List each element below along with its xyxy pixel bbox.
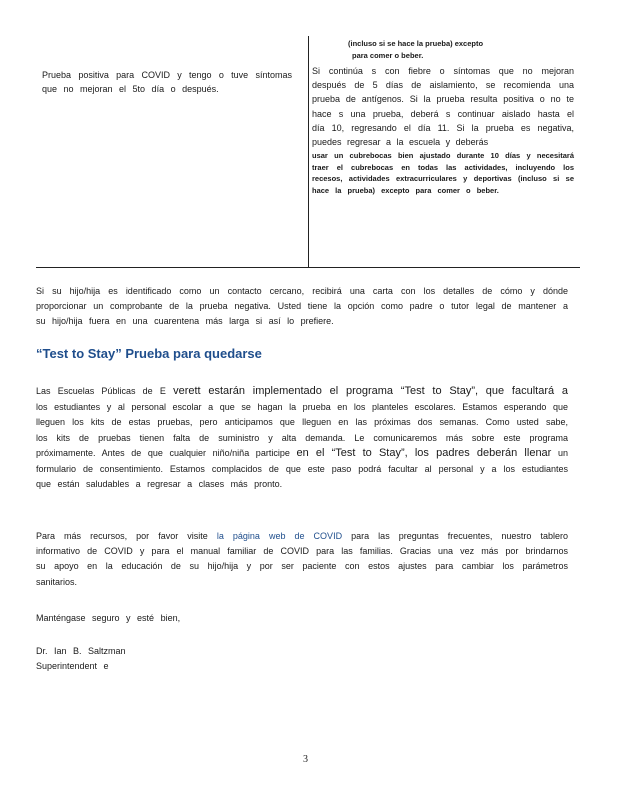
resources-paragraph bbox=[36, 529, 568, 590]
right-cell-top-line-1: (incluso si se hace la prueba) excepto bbox=[348, 39, 484, 48]
tts-text-4: en el “Test to Stay”, los padres deberán llenar bbox=[296, 447, 552, 459]
resources-text-1: Para más recursos, por favor visite bbox=[36, 531, 208, 541]
closing-line: Manténgase seguro y esté bien, bbox=[36, 613, 181, 623]
table-bottom-border bbox=[36, 267, 580, 268]
table-column-divider bbox=[308, 36, 309, 268]
signer-name: Dr. Ian B. Saltzman bbox=[36, 646, 126, 656]
test-to-stay-heading: “Test to Stay” Prueba para quedarse bbox=[36, 346, 262, 361]
right-cell-top-line-2: para comer o beber. bbox=[352, 50, 424, 60]
page-number: 3 bbox=[303, 754, 308, 765]
resources-text-2: para las preguntas frecuentes, nuestro tablero informativo de COVID y para el manual familiar de COVID para las familias. Gracias una vez más por brindarnos su apoyo en la educación de su hijo/hija y por ser paciente con estos ajustes para cambiar los parámetros sanitarios. bbox=[36, 531, 568, 587]
tts-text-2: verett estarán implementado el programa “Test to Stay”, que facultará a bbox=[173, 385, 568, 397]
covid-webpage-link[interactable]: la página web de COVID bbox=[216, 531, 343, 541]
test-to-stay-paragraph bbox=[36, 384, 568, 493]
tts-text-3: los estudiantes y al personal escolar a que se hagan la prueba en los planteles escolares. Estamos esperando que lleguen los kits de estas pruebas, pero anticipamos que lleguen en las próximas dos semanas. Como usted sabe, los kits de pruebas tienen falta de suministro y alta demanda. Le comunicaremos más sobre este programa próximamente. Antes de que cualquier niño/niña participe bbox=[36, 401, 568, 458]
right-cell-bold-paragraph: usar un cubrebocas bien ajustado durante 10 días y necesitará traer el cubrebocas en todas las actividades, incluyendo los recesos, actividades extracurriculares y deportivas (incluso si se hace la prueba) excepto para comer o beber. bbox=[312, 151, 574, 195]
tts-text-1: Las Escuelas Públicas de E bbox=[36, 386, 166, 396]
tts-text-5: un formulario de consentimiento. Estamos complacidos de que este paso podrá facultar al personal y a los estudiantes que están saludables a regresar a clases más pronto. bbox=[36, 448, 568, 489]
table-left-cell: Prueba positiva para COVID y tengo o tuve síntomas que no mejoran el 5to día o después. bbox=[42, 70, 292, 94]
table-right-cell bbox=[312, 38, 574, 196]
close-contact-paragraph: Si su hijo/hija es identificado como un contacto cercano, recibirá una carta con los detalles de cómo y dónde proporcionar un comprobante de la prueba negativa. Usted tiene la opción como padre o tutor legal de mantener a su hijo/hija fuera en una cuarentena más larga si así lo prefiere. bbox=[36, 286, 568, 327]
guidance-table bbox=[36, 36, 580, 268]
right-cell-paragraph: Si continúa s con fiebre o síntomas que no mejoran después de 5 días de aislamiento, se recomienda una prueba de antígenos. Si la prueba resulta positiva o no te hace s una prueba, deberá s continuar aislado hasta el día 10, regresando el día 11. Si la prueba es negativa, puedes regresar a la escuela y deberás bbox=[312, 66, 574, 148]
signer-title: Superintendent e bbox=[36, 661, 109, 671]
